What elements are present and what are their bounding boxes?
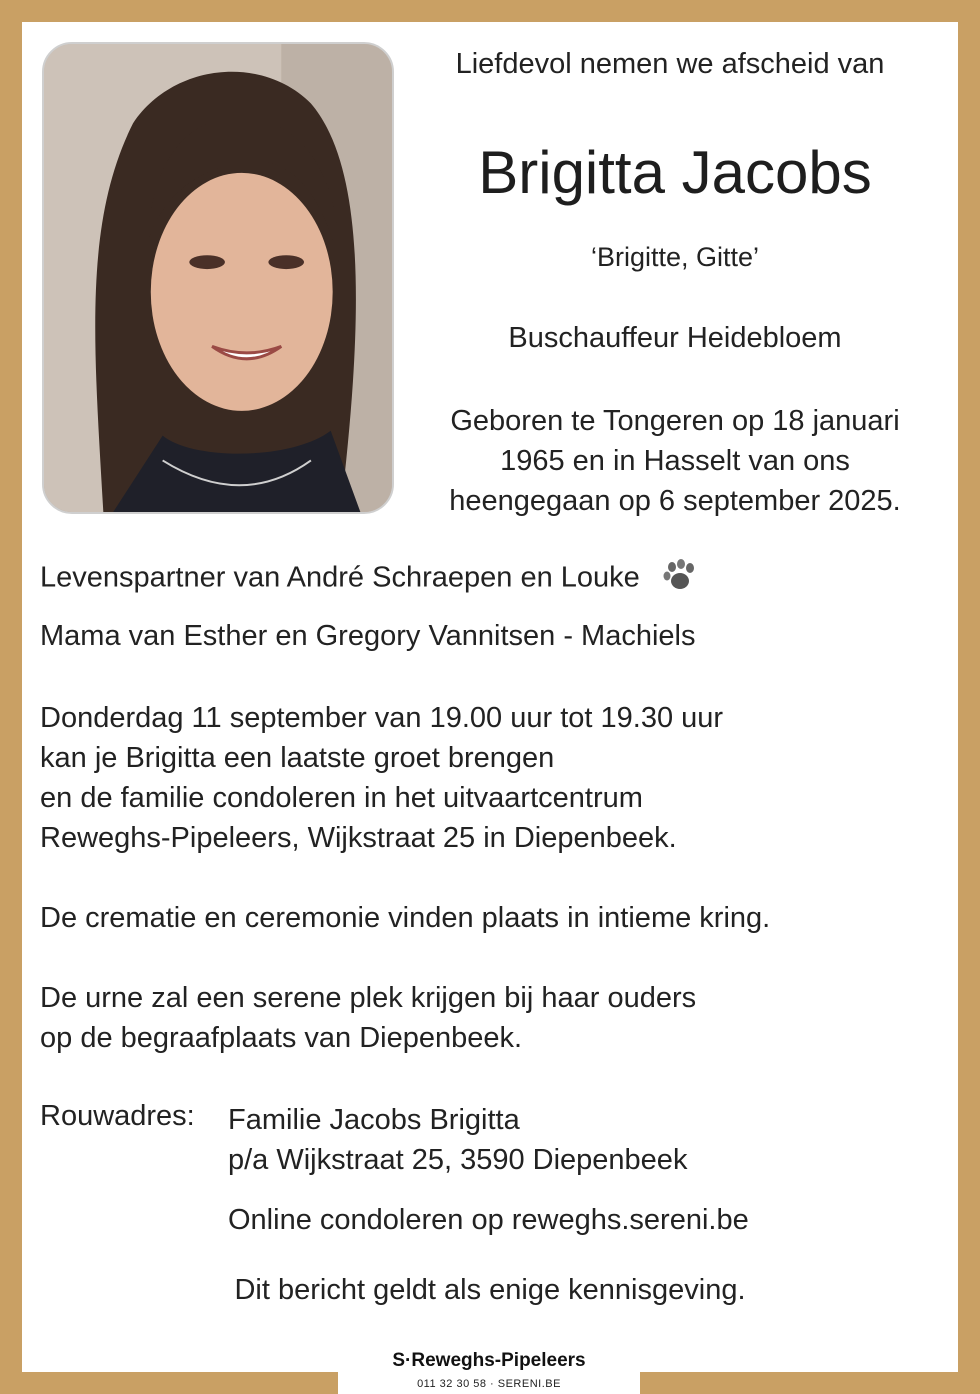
logo-name: S·Reweghs-Pipeleers	[392, 1350, 586, 1371]
born-line: heengegaan op 6 september 2025.	[449, 485, 901, 517]
born-line: 1965 en in Hasselt van ons	[500, 445, 850, 477]
address-line: p/a Wijkstraat 25, 3590 Diepenbeek	[228, 1144, 688, 1176]
funeral-home-logo	[338, 1350, 640, 1390]
deceased-name: Brigitta Jacobs	[478, 139, 872, 206]
urn-text	[40, 978, 696, 1058]
mother-line: Mama van Esther en Gregory Vannitsen - Machiels	[40, 620, 696, 652]
cremation-text: De crematie en ceremonie vinden plaats in intieme kring.	[40, 902, 771, 934]
intro-text: Liefdevol nemen we afscheid van	[455, 48, 885, 80]
born-line: Geboren te Tongeren op 18 januari	[450, 405, 900, 437]
visit-line: kan je Brigitta een laatste groet brengen	[40, 742, 555, 774]
urn-line: De urne zal een serene plek krijgen bij haar ouders	[40, 982, 697, 1014]
paw-print-icon	[662, 558, 698, 600]
address-line: Familie Jacobs Brigitta	[228, 1104, 520, 1136]
nickname: ‘Brigitte, Gitte’	[590, 242, 760, 272]
address-label: Rouwadres:	[40, 1100, 195, 1132]
birth-death-text	[420, 401, 930, 521]
urn-line: op de begraafplaats van Diepenbeek.	[40, 1022, 523, 1054]
logo-contact: 011 32 30 58 · SERENI.BE	[417, 1378, 561, 1390]
notice-text: Dit bericht geldt als enige kennisgeving.	[234, 1274, 746, 1306]
visit-line: Reweghs-Pipeleers, Wijkstraat 25 in Diepenbeek.	[40, 822, 677, 854]
partner-line	[40, 558, 698, 600]
online-condolence-text: Online condoleren op reweghs.sereni.be	[228, 1204, 749, 1236]
occupation: Buschauffeur Heidebloem	[508, 322, 842, 354]
mourning-address	[228, 1100, 687, 1180]
visit-line: en de familie condoleren in het uitvaartcentrum	[40, 782, 643, 814]
partner-text: Levenspartner van André Schraepen en Louke	[40, 561, 640, 594]
visit-line: Donderdag 11 september van 19.00 uur tot 19.30 uur	[40, 702, 724, 734]
portrait-photo	[42, 42, 394, 514]
visitation-text	[40, 698, 723, 858]
